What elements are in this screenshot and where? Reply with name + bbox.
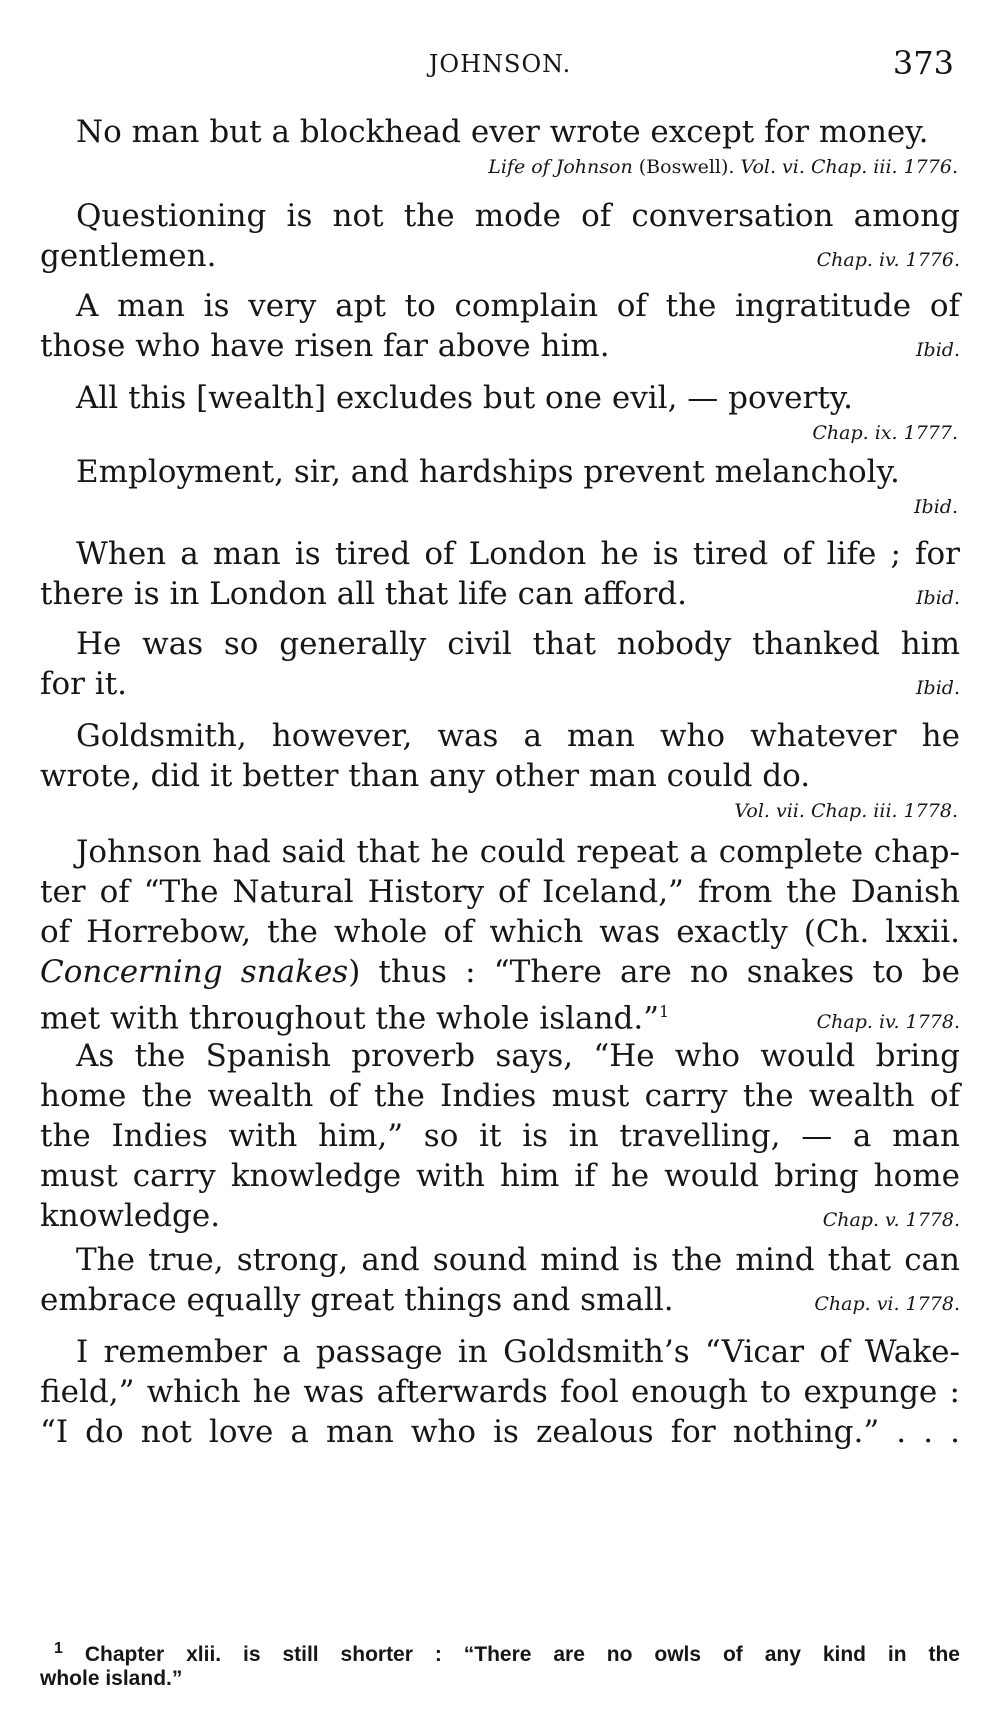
footnote-marker: 1 bbox=[659, 1002, 670, 1021]
citation: Chap. iv. 1776. bbox=[816, 249, 960, 271]
citation: Chap. v. 1778. bbox=[822, 1209, 960, 1231]
quote-line bbox=[40, 574, 960, 614]
quote bbox=[40, 378, 960, 448]
quote bbox=[40, 624, 960, 704]
citation-author: (Boswell). bbox=[638, 156, 735, 178]
quote-line bbox=[40, 952, 960, 992]
page-header bbox=[40, 44, 960, 90]
citation: Chap. ix. 1777. bbox=[812, 422, 958, 444]
footnote bbox=[40, 1634, 960, 1694]
citation bbox=[40, 152, 960, 182]
quote bbox=[40, 1240, 960, 1320]
citation: Chap. iv. 1778. bbox=[816, 1011, 960, 1034]
quote-line-text: embrace equally great things and small. bbox=[40, 1282, 674, 1318]
quote-line: Goldsmith, however, was a man who whatever he bbox=[76, 718, 960, 754]
quote bbox=[40, 196, 960, 276]
quote-line: “I do not love a man who is zealous for nothing.” . . . bbox=[40, 1414, 960, 1450]
quote-line: Johnson had said that he could repeat a complete chap- bbox=[76, 834, 960, 870]
citation: Vol. vii. Chap. iii. 1778. bbox=[734, 800, 958, 822]
quote-line: A man is very apt to complain of the ingratitude of bbox=[76, 288, 960, 324]
citation-ref: Vol. vi. Chap. iii. 1776. bbox=[740, 156, 958, 178]
quote-line bbox=[40, 1196, 960, 1236]
quote-line-text: met with throughout the whole island.” bbox=[40, 1000, 660, 1037]
running-title: JOHNSON. bbox=[428, 50, 572, 78]
citation: Ibid. bbox=[916, 677, 960, 699]
quote-line-text: there is in London all that life can afford. bbox=[40, 576, 687, 612]
quote-line: As the Spanish proverb says, “He who would bring bbox=[76, 1038, 960, 1074]
quote-line: the Indies with him,” so it is in travelling, — a man bbox=[40, 1118, 960, 1154]
quote-line: must carry knowledge with him if he would bring home bbox=[40, 1158, 960, 1194]
quote-line: field,” which he was afterwards fool enough to expunge : bbox=[40, 1374, 960, 1410]
quote-line: No man but a blockhead ever wrote except for money. bbox=[76, 114, 929, 150]
footnote-number: 1 bbox=[54, 1640, 63, 1657]
quote-line: wrote, did it better than any other man could do. bbox=[40, 758, 811, 794]
citation: Ibid. bbox=[916, 339, 960, 361]
quote bbox=[40, 534, 960, 614]
quote bbox=[40, 1036, 960, 1236]
quote-line: I remember a passage in Goldsmith’s “Vicar of Wake- bbox=[76, 1334, 960, 1370]
quote bbox=[40, 832, 960, 1037]
quote bbox=[40, 716, 960, 826]
quote-line-text: for it. bbox=[40, 666, 128, 702]
quote-line-text: knowledge. bbox=[40, 1198, 221, 1234]
quote-line bbox=[40, 236, 960, 276]
quote-line: ter of “The Natural History of Iceland,” from the Danish bbox=[40, 874, 960, 910]
quote bbox=[40, 452, 960, 522]
citation: Ibid. bbox=[914, 496, 958, 518]
quote-line: He was so generally civil that nobody thanked him bbox=[76, 626, 960, 662]
citation: Ibid. bbox=[916, 587, 960, 609]
footnote-line: whole island.” bbox=[40, 1667, 183, 1690]
quote bbox=[40, 1332, 960, 1452]
footnote-text: Chapter xlii. is still shorter : “There are no owls of any kind in the bbox=[84, 1643, 960, 1666]
quote-line bbox=[40, 664, 960, 704]
quote-line-text: those who have risen far above him. bbox=[40, 328, 610, 364]
quote-line-text: gentlemen. bbox=[40, 238, 217, 274]
italic-title: Concerning snakes bbox=[40, 954, 349, 990]
quote-line: home the wealth of the Indies must carry the wealth of bbox=[40, 1078, 960, 1114]
footnote-line bbox=[40, 1634, 960, 1664]
quote-line-text: ) thus : “There are no snakes to be bbox=[348, 954, 960, 990]
quote-line: Employment, sir, and hardships prevent melancholy. bbox=[76, 454, 900, 490]
quote-line: All this [wealth] excludes but one evil, — poverty. bbox=[76, 380, 854, 416]
quote bbox=[40, 286, 960, 366]
quote-line bbox=[40, 1280, 960, 1320]
quote-line: The true, strong, and sound mind is the mind that can bbox=[76, 1242, 960, 1278]
quote-line: Questioning is not the mode of conversation among bbox=[76, 198, 960, 234]
quote-line: of Horrebow, the whole of which was exactly (Ch. lxxii. bbox=[40, 914, 960, 950]
quote-line bbox=[40, 326, 960, 366]
quote-line: When a man is tired of London he is tired of life ; for bbox=[76, 536, 960, 572]
citation-title: Life of Johnson bbox=[488, 156, 633, 178]
citation: Chap. vi. 1778. bbox=[814, 1293, 960, 1315]
page-number: 373 bbox=[892, 44, 954, 82]
quote bbox=[40, 112, 960, 182]
quote-line bbox=[40, 992, 960, 1037]
